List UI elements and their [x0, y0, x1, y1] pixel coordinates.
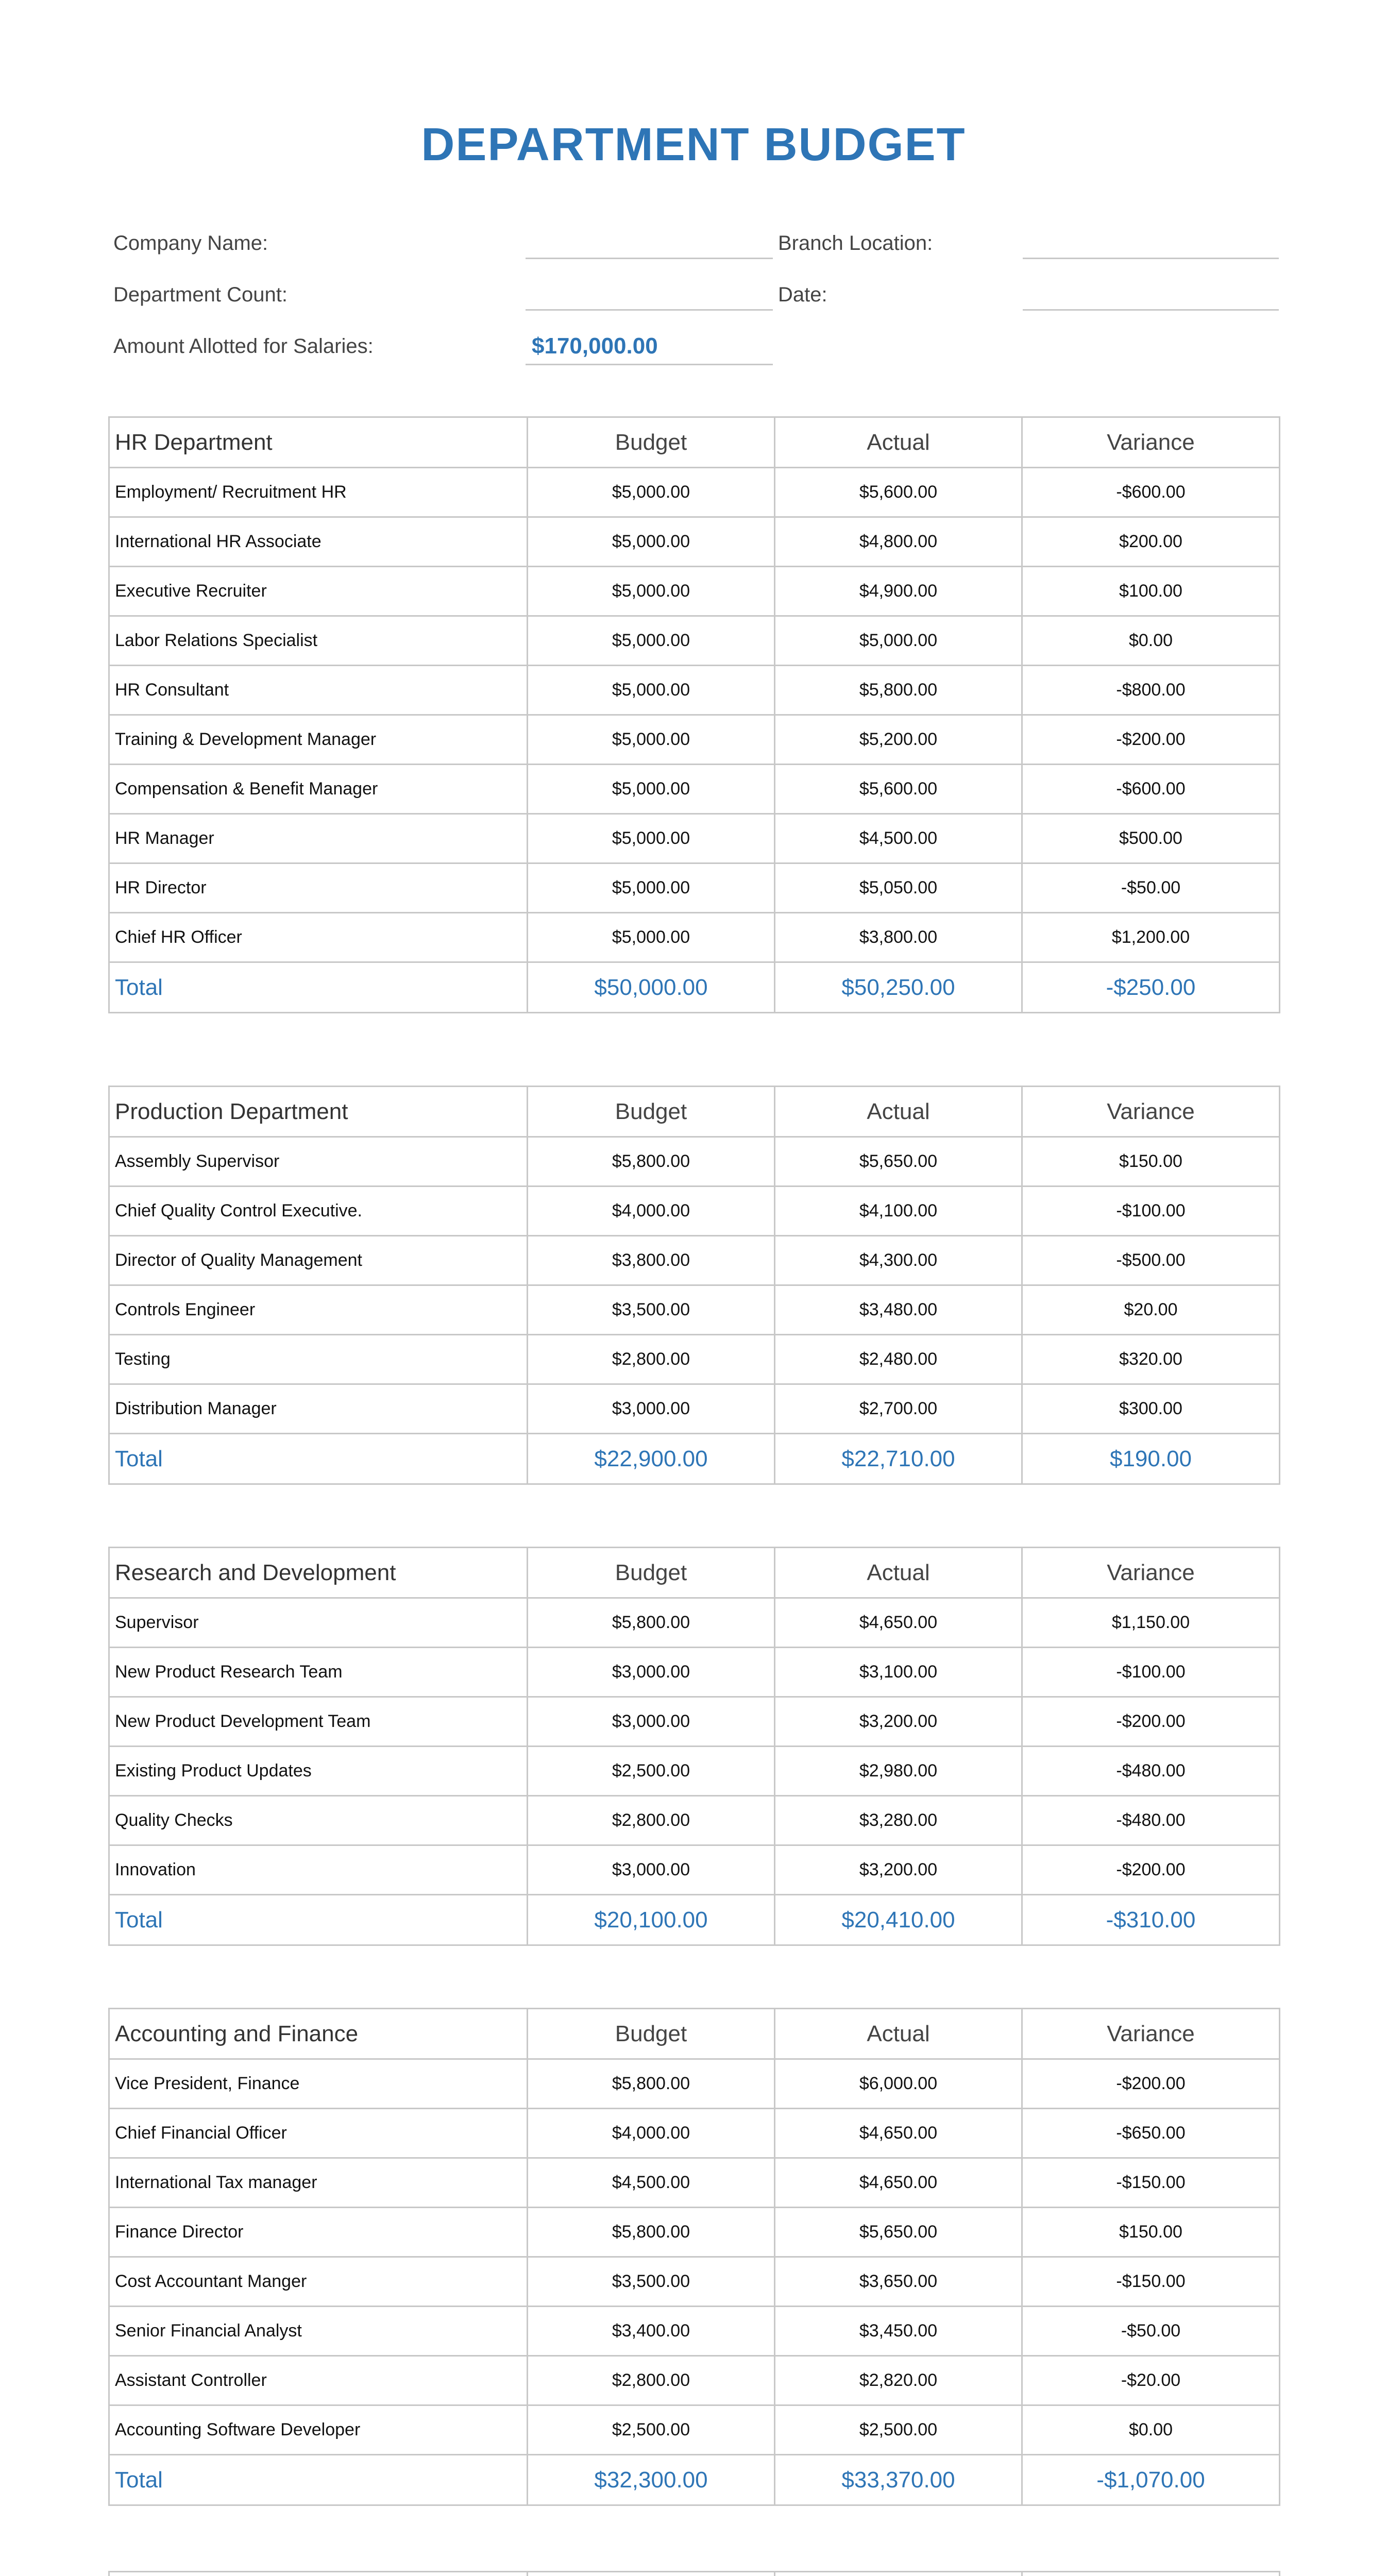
- role-cell[interactable]: Chief HR Officer: [109, 913, 528, 962]
- total-row: [109, 2455, 1280, 2505]
- actual-header: [775, 2572, 1022, 2576]
- total-variance[interactable]: $190.00: [1022, 1434, 1280, 1484]
- salaries-value[interactable]: $170,000.00: [532, 333, 658, 359]
- variance-header: Variance: [1022, 417, 1280, 468]
- actual-cell[interactable]: $4,300.00: [775, 1236, 1022, 1285]
- production-department-table: [108, 1086, 1280, 1485]
- variance-cell[interactable]: -$150.00: [1022, 2257, 1280, 2307]
- table-row: [109, 2257, 1280, 2307]
- actual-cell[interactable]: $2,820.00: [775, 2356, 1022, 2405]
- total-budget[interactable]: $32,300.00: [528, 2455, 775, 2505]
- role-cell[interactable]: Employment/ Recruitment HR: [109, 468, 528, 517]
- table-row: [109, 1335, 1280, 1384]
- variance-cell[interactable]: -$100.00: [1022, 1648, 1280, 1697]
- actual-cell[interactable]: $4,900.00: [775, 567, 1022, 616]
- variance-header: Variance: [1022, 1548, 1280, 1598]
- variance-cell[interactable]: -$100.00: [1022, 1187, 1280, 1236]
- budget-header: Budget: [528, 1087, 775, 1137]
- budget-cell[interactable]: $3,500.00: [528, 1285, 775, 1335]
- budget-header: Budget: [528, 2009, 775, 2059]
- table-header-row: [109, 2572, 1280, 2576]
- actual-cell[interactable]: $3,200.00: [775, 1697, 1022, 1747]
- total-budget[interactable]: $20,100.00: [528, 1895, 775, 1945]
- budget-cell[interactable]: $5,800.00: [528, 2059, 775, 2109]
- role-cell[interactable]: Controls Engineer: [109, 1285, 528, 1335]
- role-cell[interactable]: Senior Financial Analyst: [109, 2307, 528, 2356]
- table-row: [109, 567, 1280, 616]
- total-label: Total: [109, 2455, 528, 2505]
- variance-cell[interactable]: $200.00: [1022, 517, 1280, 567]
- variance-cell[interactable]: -$600.00: [1022, 765, 1280, 814]
- role-cell[interactable]: HR Manager: [109, 814, 528, 863]
- actual-cell[interactable]: $3,100.00: [775, 1648, 1022, 1697]
- table-row: [109, 2109, 1280, 2158]
- variance-cell[interactable]: -$500.00: [1022, 1236, 1280, 1285]
- company-name-field[interactable]: [526, 258, 773, 259]
- actual-cell[interactable]: $4,650.00: [775, 2109, 1022, 2158]
- total-label: Total: [109, 1895, 528, 1945]
- role-cell[interactable]: Cost Accountant Manger: [109, 2257, 528, 2307]
- variance-cell[interactable]: -$650.00: [1022, 2109, 1280, 2158]
- variance-cell[interactable]: -$200.00: [1022, 715, 1280, 765]
- budget-cell[interactable]: $5,000.00: [528, 765, 775, 814]
- budget-cell[interactable]: $3,800.00: [528, 1236, 775, 1285]
- role-cell[interactable]: Vice President, Finance: [109, 2059, 528, 2109]
- total-actual[interactable]: $33,370.00: [775, 2455, 1022, 2505]
- research-development-table: [108, 1547, 1280, 1946]
- role-cell[interactable]: International Tax manager: [109, 2158, 528, 2208]
- marketing-department-table: [108, 2571, 1280, 2576]
- total-variance[interactable]: -$1,070.00: [1022, 2455, 1280, 2505]
- table-row: [109, 1697, 1280, 1747]
- variance-cell[interactable]: $150.00: [1022, 1137, 1280, 1187]
- actual-cell[interactable]: $5,650.00: [775, 1137, 1022, 1187]
- table-row: [109, 2307, 1280, 2356]
- actual-cell[interactable]: $3,800.00: [775, 913, 1022, 962]
- department-name: HR Department: [109, 417, 528, 468]
- branch-location-field[interactable]: [1023, 258, 1279, 259]
- role-cell[interactable]: Innovation: [109, 1845, 528, 1895]
- table-row: [109, 1598, 1280, 1648]
- table-row: [109, 1384, 1280, 1434]
- actual-cell[interactable]: $5,000.00: [775, 616, 1022, 666]
- variance-cell[interactable]: $150.00: [1022, 2208, 1280, 2257]
- budget-cell[interactable]: $2,800.00: [528, 1796, 775, 1845]
- role-cell[interactable]: Chief Financial Officer: [109, 2109, 528, 2158]
- budget-cell[interactable]: $3,400.00: [528, 2307, 775, 2356]
- budget-header: Budget: [528, 1548, 775, 1598]
- actual-cell[interactable]: $4,100.00: [775, 1187, 1022, 1236]
- table-row: [109, 616, 1280, 666]
- role-cell[interactable]: Director of Quality Management: [109, 1236, 528, 1285]
- table-row: [109, 913, 1280, 962]
- department-name: Research and Development: [109, 1548, 528, 1598]
- role-cell[interactable]: Accounting Software Developer: [109, 2405, 528, 2455]
- table-row: [109, 1285, 1280, 1335]
- variance-cell[interactable]: $320.00: [1022, 1335, 1280, 1384]
- actual-cell[interactable]: $3,450.00: [775, 2307, 1022, 2356]
- actual-cell[interactable]: $4,800.00: [775, 517, 1022, 567]
- actual-cell[interactable]: $6,000.00: [775, 2059, 1022, 2109]
- variance-cell[interactable]: -$50.00: [1022, 863, 1280, 913]
- hr-department-table: [108, 416, 1280, 1013]
- budget-cell[interactable]: $4,000.00: [528, 1187, 775, 1236]
- variance-cell[interactable]: -$200.00: [1022, 1697, 1280, 1747]
- table-row: [109, 863, 1280, 913]
- department-name: [109, 2572, 528, 2576]
- budget-cell[interactable]: $3,000.00: [528, 1384, 775, 1434]
- actual-cell[interactable]: $5,200.00: [775, 715, 1022, 765]
- budget-cell[interactable]: $5,000.00: [528, 666, 775, 715]
- department-name: Accounting and Finance: [109, 2009, 528, 2059]
- role-cell[interactable]: Executive Recruiter: [109, 567, 528, 616]
- budget-cell[interactable]: $2,800.00: [528, 1335, 775, 1384]
- budget-cell[interactable]: $3,000.00: [528, 1845, 775, 1895]
- budget-cell[interactable]: $5,000.00: [528, 517, 775, 567]
- role-cell[interactable]: Quality Checks: [109, 1796, 528, 1845]
- budget-cell[interactable]: $5,800.00: [528, 1137, 775, 1187]
- total-row: [109, 962, 1280, 1013]
- actual-cell[interactable]: $4,650.00: [775, 2158, 1022, 2208]
- total-row: [109, 1895, 1280, 1945]
- budget-header: [528, 2572, 775, 2576]
- role-cell[interactable]: HR Consultant: [109, 666, 528, 715]
- variance-cell[interactable]: -$200.00: [1022, 2059, 1280, 2109]
- date-field[interactable]: [1023, 309, 1279, 311]
- actual-cell[interactable]: $5,050.00: [775, 863, 1022, 913]
- total-actual[interactable]: $50,250.00: [775, 962, 1022, 1013]
- table-row: [109, 2208, 1280, 2257]
- variance-cell[interactable]: $0.00: [1022, 2405, 1280, 2455]
- salaries-label: Amount Allotted for Salaries:: [113, 335, 374, 358]
- budget-header: Budget: [528, 417, 775, 468]
- date-label: Date:: [778, 283, 827, 306]
- actual-cell[interactable]: $5,800.00: [775, 666, 1022, 715]
- role-cell[interactable]: Assistant Controller: [109, 2356, 528, 2405]
- actual-cell[interactable]: $3,480.00: [775, 1285, 1022, 1335]
- table-row: [109, 814, 1280, 863]
- actual-cell[interactable]: $4,650.00: [775, 1598, 1022, 1648]
- table-row: [109, 1187, 1280, 1236]
- budget-cell[interactable]: $5,000.00: [528, 567, 775, 616]
- budget-cell[interactable]: $5,000.00: [528, 616, 775, 666]
- role-cell[interactable]: Training & Development Manager: [109, 715, 528, 765]
- branch-location-label: Branch Location:: [778, 232, 933, 255]
- actual-cell[interactable]: $2,480.00: [775, 1335, 1022, 1384]
- actual-cell[interactable]: $3,280.00: [775, 1796, 1022, 1845]
- table-row: [109, 666, 1280, 715]
- budget-cell[interactable]: $2,500.00: [528, 2405, 775, 2455]
- budget-cell[interactable]: $3,500.00: [528, 2257, 775, 2307]
- variance-cell[interactable]: $100.00: [1022, 567, 1280, 616]
- role-cell[interactable]: Distribution Manager: [109, 1384, 528, 1434]
- variance-cell[interactable]: -$480.00: [1022, 1747, 1280, 1796]
- role-cell[interactable]: Testing: [109, 1335, 528, 1384]
- variance-cell[interactable]: -$800.00: [1022, 666, 1280, 715]
- table-row: [109, 2356, 1280, 2405]
- budget-cell[interactable]: $2,800.00: [528, 2356, 775, 2405]
- total-actual[interactable]: $20,410.00: [775, 1895, 1022, 1945]
- variance-cell[interactable]: -$480.00: [1022, 1796, 1280, 1845]
- role-cell[interactable]: Chief Quality Control Executive.: [109, 1187, 528, 1236]
- table-row: [109, 1845, 1280, 1895]
- variance-cell[interactable]: $0.00: [1022, 616, 1280, 666]
- total-label: Total: [109, 1434, 528, 1484]
- actual-header: Actual: [775, 417, 1022, 468]
- budget-cell[interactable]: $5,800.00: [528, 2208, 775, 2257]
- table-header-row: [109, 2009, 1280, 2059]
- total-variance[interactable]: -$250.00: [1022, 962, 1280, 1013]
- department-count-field[interactable]: [526, 309, 773, 311]
- budget-cell[interactable]: $4,000.00: [528, 2109, 775, 2158]
- accounting-finance-table: [108, 2008, 1280, 2506]
- table-row: [109, 715, 1280, 765]
- budget-cell[interactable]: $5,000.00: [528, 715, 775, 765]
- budget-cell[interactable]: $2,500.00: [528, 1747, 775, 1796]
- table-header-row: [109, 417, 1280, 468]
- table-row: [109, 517, 1280, 567]
- actual-header: Actual: [775, 1087, 1022, 1137]
- variance-header: Variance: [1022, 2009, 1280, 2059]
- actual-header: Actual: [775, 1548, 1022, 1598]
- department-name: Production Department: [109, 1087, 528, 1137]
- actual-cell[interactable]: $5,650.00: [775, 2208, 1022, 2257]
- budget-cell[interactable]: $5,800.00: [528, 1598, 775, 1648]
- department-count-label: Department Count:: [113, 283, 287, 306]
- table-header-row: [109, 1087, 1280, 1137]
- table-row: [109, 2405, 1280, 2455]
- variance-cell[interactable]: $300.00: [1022, 1384, 1280, 1434]
- total-variance[interactable]: -$310.00: [1022, 1895, 1280, 1945]
- budget-cell[interactable]: $5,000.00: [528, 814, 775, 863]
- actual-header: Actual: [775, 2009, 1022, 2059]
- variance-cell[interactable]: -$50.00: [1022, 2307, 1280, 2356]
- table-row: [109, 468, 1280, 517]
- actual-cell[interactable]: $5,600.00: [775, 765, 1022, 814]
- variance-cell[interactable]: -$150.00: [1022, 2158, 1280, 2208]
- total-row: [109, 1434, 1280, 1484]
- actual-cell[interactable]: $2,980.00: [775, 1747, 1022, 1796]
- budget-cell[interactable]: $5,000.00: [528, 913, 775, 962]
- budget-cell[interactable]: $3,000.00: [528, 1697, 775, 1747]
- table-row: [109, 1796, 1280, 1845]
- budget-cell[interactable]: $5,000.00: [528, 468, 775, 517]
- actual-cell[interactable]: $3,200.00: [775, 1845, 1022, 1895]
- role-cell[interactable]: Finance Director: [109, 2208, 528, 2257]
- variance-cell[interactable]: $20.00: [1022, 1285, 1280, 1335]
- role-cell[interactable]: Assembly Supervisor: [109, 1137, 528, 1187]
- table-header-row: [109, 1548, 1280, 1598]
- table-row: [109, 765, 1280, 814]
- total-actual[interactable]: $22,710.00: [775, 1434, 1022, 1484]
- role-cell[interactable]: Compensation & Benefit Manager: [109, 765, 528, 814]
- page-title: DEPARTMENT BUDGET: [421, 119, 966, 171]
- variance-cell[interactable]: -$200.00: [1022, 1845, 1280, 1895]
- actual-cell[interactable]: $4,500.00: [775, 814, 1022, 863]
- role-cell[interactable]: Existing Product Updates: [109, 1747, 528, 1796]
- role-cell[interactable]: International HR Associate: [109, 517, 528, 567]
- role-cell[interactable]: HR Director: [109, 863, 528, 913]
- total-budget[interactable]: $22,900.00: [528, 1434, 775, 1484]
- budget-cell[interactable]: $4,500.00: [528, 2158, 775, 2208]
- variance-cell[interactable]: $1,200.00: [1022, 913, 1280, 962]
- table-row: [109, 2059, 1280, 2109]
- table-row: [109, 2158, 1280, 2208]
- variance-cell[interactable]: $1,150.00: [1022, 1598, 1280, 1648]
- table-row: [109, 1747, 1280, 1796]
- table-row: [109, 1236, 1280, 1285]
- role-cell[interactable]: Labor Relations Specialist: [109, 616, 528, 666]
- role-cell[interactable]: New Product Research Team: [109, 1648, 528, 1697]
- actual-cell[interactable]: $5,600.00: [775, 468, 1022, 517]
- total-label: Total: [109, 962, 528, 1013]
- variance-header: Variance: [1022, 1087, 1280, 1137]
- variance-cell[interactable]: -$20.00: [1022, 2356, 1280, 2405]
- actual-cell[interactable]: $3,650.00: [775, 2257, 1022, 2307]
- salaries-field-line: [526, 364, 773, 365]
- table-row: [109, 1137, 1280, 1187]
- variance-cell[interactable]: -$600.00: [1022, 468, 1280, 517]
- total-budget[interactable]: $50,000.00: [528, 962, 775, 1013]
- variance-header: [1022, 2572, 1280, 2576]
- budget-cell[interactable]: $3,000.00: [528, 1648, 775, 1697]
- table-row: [109, 1648, 1280, 1697]
- actual-cell[interactable]: $2,700.00: [775, 1384, 1022, 1434]
- role-cell[interactable]: New Product Development Team: [109, 1697, 528, 1747]
- role-cell[interactable]: Supervisor: [109, 1598, 528, 1648]
- variance-cell[interactable]: $500.00: [1022, 814, 1280, 863]
- actual-cell[interactable]: $2,500.00: [775, 2405, 1022, 2455]
- budget-cell[interactable]: $5,000.00: [528, 863, 775, 913]
- company-name-label: Company Name:: [113, 232, 268, 255]
